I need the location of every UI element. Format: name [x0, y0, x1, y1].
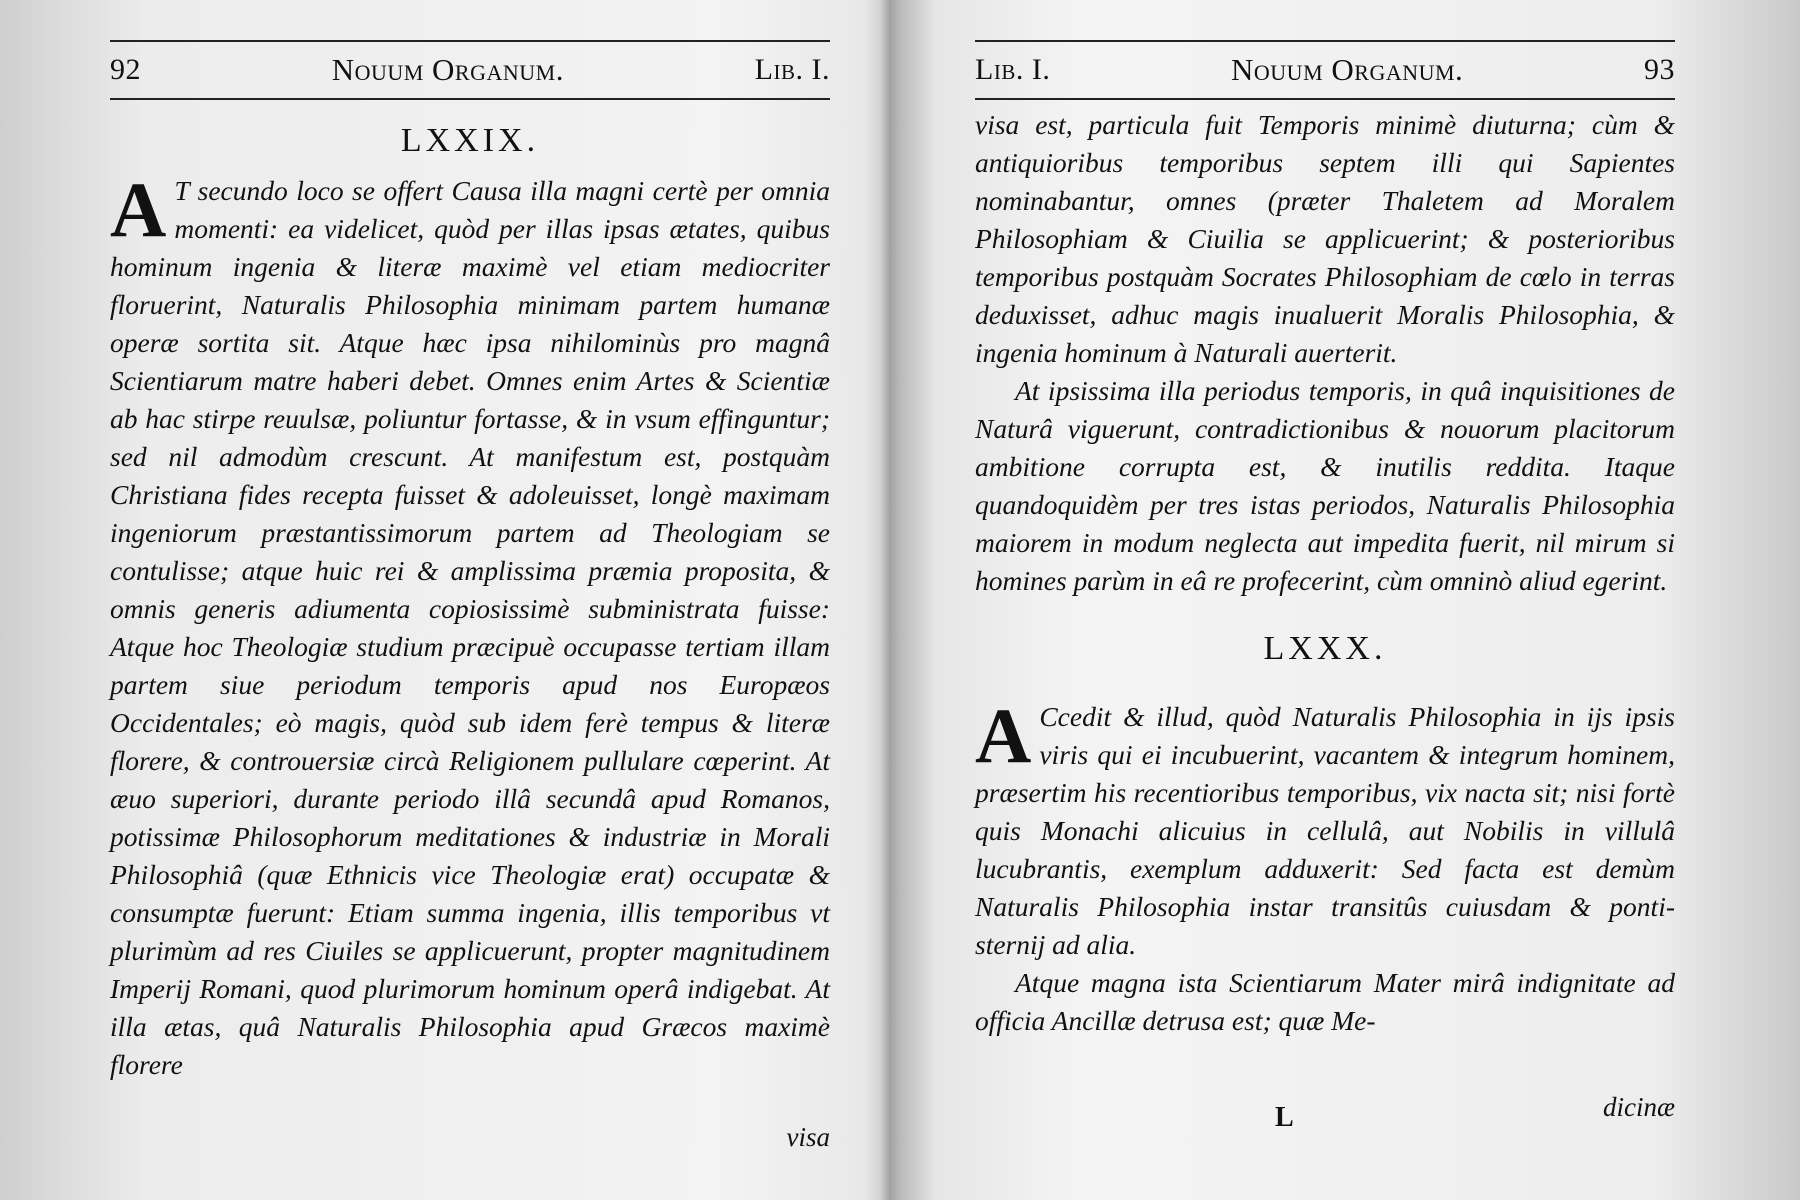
left-book-label: Lib. I. — [754, 53, 830, 86]
right-continuation-paragraph: visa est, particula fuit Temporis minimè diuturna; cùm & antiquioribus temporibus septem illi qui Sapientes nominabantur, omnes (præter Thaletem ad Moralem Philosophiam & Ciuilia se applicuerint; & posterioribus temporibus postquàm Socrates Philosophiam de cœlo in terras deduxisset, adhuc magis inualuerit Moralis Philosophia, & ingenia hominum à Naturali auerterit. — [975, 109, 1675, 368]
signature-mark: L — [1275, 1102, 1294, 1133]
left-running-head — [110, 40, 830, 100]
right-second-paragraph: At ipsissima illa periodus temporis, in quâ inquisitiones de Naturâ viguerunt, contradictionibus & nouorum placitorum ambitione corrupta est, & inutilis reddita. Itaque quandoquidèm per tres istas periodos, Naturalis Philosophia maiorem in modum neglecta aut impedita fuerit, nil mirum si homines parùm in eâ re profecerint, cùm omninò aliud egerint. — [975, 375, 1675, 596]
right-catchword: dicinæ — [1603, 1092, 1675, 1122]
right-running-head — [975, 40, 1675, 100]
right-page-number: 93 — [1644, 53, 1675, 86]
dropcap-right: A — [975, 692, 1032, 779]
right-section-paragraph-text: Ccedit & illud, quòd Naturalis Philosophia in ijs ipsis viris qui ei incubuerint, vacantem & integrum hominem, præsertim his recentioribus temporibus, vix nacta sit; nisi fortè quis Monachi alicuius in cellulâ, aut Nobilis in villulâ lucubrantis, exemplum adduxerit: Sed facta est demùm Naturalis Philosophia instar transitûs cuiusdam & ponti-sternij ad alia. — [975, 701, 1675, 960]
right-page — [975, 40, 1675, 1180]
right-running-title: Nouum Organum. — [1231, 52, 1464, 87]
right-book-label: Lib. I. — [975, 53, 1051, 86]
book-gutter — [880, 0, 900, 1200]
section-heading-lxxix: LXXIX. — [400, 122, 540, 159]
left-paragraph-text: T secundo loco se offert Causa illa magni certè per omnia momenti: ea videlicet, quòd per illas ipsas ætates, quibus hominum ingenia & literæ maximè vel etiam mediocriter floruerint, Naturalis Philosophia minimam partem humanæ operæ sortita sit. Atque hæc ipsa nihilominùs pro magnâ Scientiarum matre haberi debet. Omnes enim Artes & Scientiæ ab hac stirpe reuulsæ, poliuntur fortasse, & in vsum effinguntur; sed nil admodùm crescunt. At manifestum est, postquàm Christiana fides recepta fuisset & adoleuisset, longè maximam ingeniorum præstantissimorum partem ad Theologiam se contulisse; atque huic rei & amplissima præmia proposita, & omnis generis adiumenta copiosissimè subministrata fuisse: Atque hoc Theologiæ studium præcipuè occupasse tertiam illam partem siue periodum temporis apud nos Europæos Occidentales; eò magis, quòd sub idem ferè tempus & literæ florere, & controuersiæ circà Religionem pullulare cœperint. At æuo superiori, durante periodo illâ secundâ apud Romanos, potissimæ Philosophorum meditationes & industriæ in Morali Philosophiâ (quæ Ethnicis vice Theologiæ erat) occupatæ & consumptæ fuerunt: Etiam summa ingenia, illis temporibus vt plurimùm ad res Ciuiles se applicuerunt, propter magnitudinem Imperij Romani, quod plurimorum hominum operâ indigebat. At illa ætas, quâ Naturalis Philosophia apud Græcos maximè florere — [110, 175, 830, 1080]
left-page-number: 92 — [110, 53, 141, 86]
dropcap-left: A — [110, 166, 167, 253]
left-running-title: Nouum Organum. — [331, 52, 564, 87]
left-page — [110, 40, 830, 1180]
left-catchword: visa — [786, 1122, 830, 1152]
section-heading-lxxx: LXXX. — [1263, 630, 1387, 667]
right-final-paragraph: Atque magna ista Scientiarum Mater mirâ indignitate ad officia Ancillæ detrusa est; quæ Me- — [975, 967, 1675, 1036]
right-section-paragraph — [975, 692, 1675, 964]
left-paragraph — [110, 166, 830, 1084]
